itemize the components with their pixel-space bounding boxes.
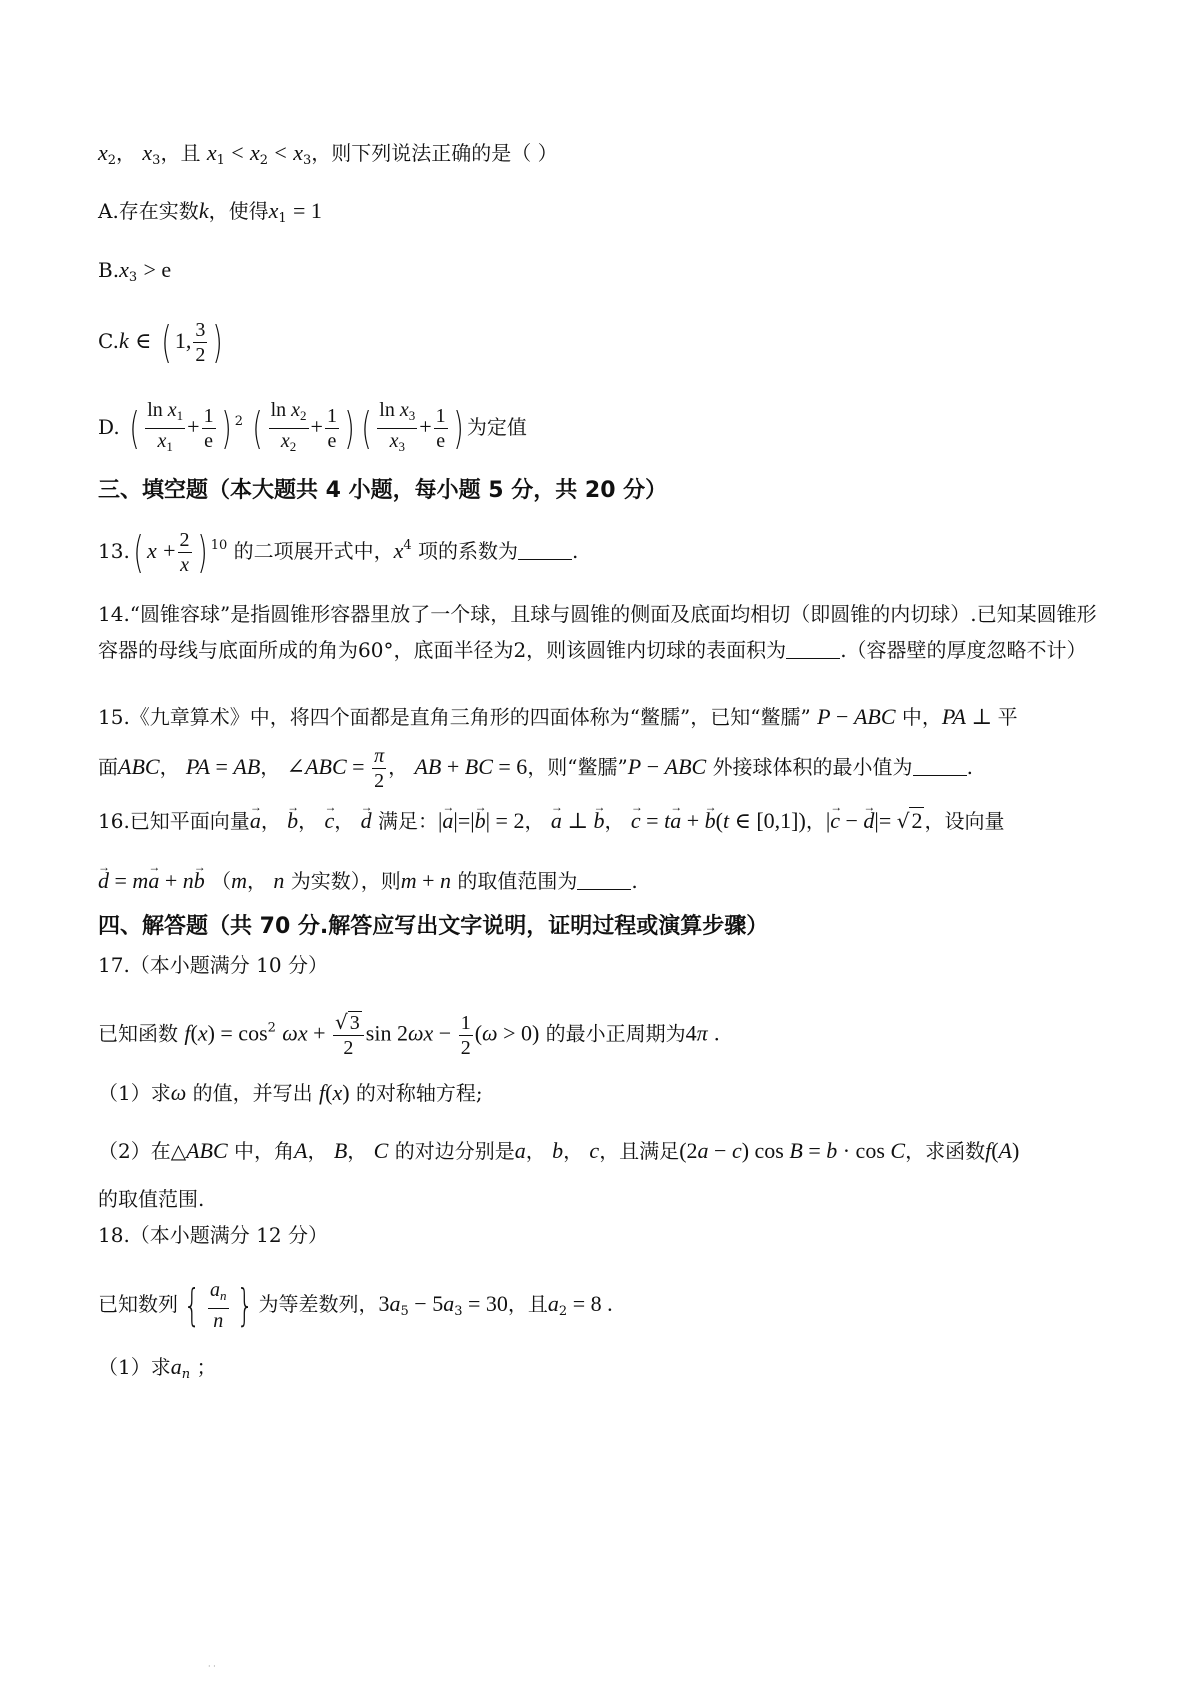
question-15-line-1: 15.《九章算术》中，将四个面都是直角三角形的四面体称为“鳖臑”，已知“鳖臑” P − ABC 中，PA ⊥ 平 (98, 704, 1018, 729)
question-14: 14.“圆锥容球”是指圆锥形容器里放了一个球，且球与圆锥的侧面及底面均相切（即圆锥的内切球）.已知某圆锥形容器的母线与底面所成的角为60°，底面半径为2，则该圆锥内切球的表面积为 .（容器壁的厚度忽略不计） (98, 602, 1097, 662)
question-16-line-2: → d = m→ a + n→ b （m， n 为实数），则m + n 的取值范围为 . (98, 866, 1110, 896)
q12-option-d[interactable]: D. ( $\frac{\ln x_1}{x_1}$ + $\frac{1}{e}$ ) $^2$ ( $\frac{\ln x_2}{x_2}$ + $\frac{1}{e}$ ) ( $\frac{\ln x_3}{x_3}$ + $\frac{1}{e}$ ) 为定值 (98, 399, 527, 454)
q14-answer-blank[interactable] (786, 640, 840, 659)
q12-stem-line: $x_2$， $x_3$，且 $x_1 < x_2 < x_3$，则下列说法正确的是（ ） (98, 140, 558, 168)
q18-stem: 已知数列 { $\frac{a_n}{n}$ } 为等差数列，$3a_5 - 5a_3 = 30$，且$a_2 = 8$ . (98, 1279, 613, 1332)
section-4-title: 四、解答题（共 70 分.解答应写出文字说明，证明过程或演算步骤） (98, 914, 769, 939)
q16-answer-blank[interactable] (577, 871, 631, 890)
q12-option-a[interactable]: A.存在实数k，使得$x_1 = 1$ (98, 198, 322, 226)
section-3-title: 三、填空题（本大题共 4 小题，每小题 5 分，共 20 分） (98, 478, 668, 503)
q12-option-c[interactable]: C.k ∈ ( 1, $\frac{3}{2}$ ) (98, 316, 224, 368)
q12-stem-tail: ，则下列说法正确的是（ ） (311, 141, 558, 165)
question-13: 13.( x + $\frac{2}{x}$ ) $^{10}$ 的二项展开式中，$x^4$ 项的系数为 . (98, 526, 579, 578)
q17-heading: 17.（本小题满分 10 分） (98, 953, 328, 977)
q17-part-2-line-1: （2）在△ABC 中，角A， B， C 的对边分别是a， b， c，且满足(2a − c) cos B = b · cos C，求函数f(A) (98, 1138, 1020, 1163)
q12-option-b[interactable]: $B.x_3 > e$ (98, 257, 172, 285)
question-15-line-2: 面ABC， PA = AB， ∠ABC = $\frac{\pi}{2}$ ， AB + BC = 6，则“鳖臑”P − ABC 外接球体积的最小值为 . (98, 745, 973, 792)
q17-part-1: （1）求ω 的值，并写出 f(x) 的对称轴方程; (98, 1080, 483, 1105)
q18-heading: 18.（本小题满分 12 分） (98, 1223, 328, 1247)
q15-answer-blank[interactable] (913, 757, 967, 776)
page-footer-mark: · · (208, 1662, 216, 1671)
q13-answer-blank[interactable] (518, 541, 572, 560)
q17-part-2-line-2: 的取值范围. (98, 1187, 205, 1211)
question-16-line-1: 16.已知平面向量→ a， → b， → c， → d 满足：|→ a|=|→ b| = 2， → a ⊥ → b， → c = t→ a + → b(t ∈ [0,1])，|→ c − → d|= √2 ，设向量 (98, 806, 1110, 836)
q17-stem: 已知函数 $f(x) = \cos^2 \omega x$ + $\frac{√ 3}{2}$ sin 2ωx − $\frac{1}{2}$ (ω > 0) 的最小正周期为4π . (98, 1010, 720, 1059)
q18-part-1: （1）求$a_n$ ； (98, 1354, 217, 1382)
